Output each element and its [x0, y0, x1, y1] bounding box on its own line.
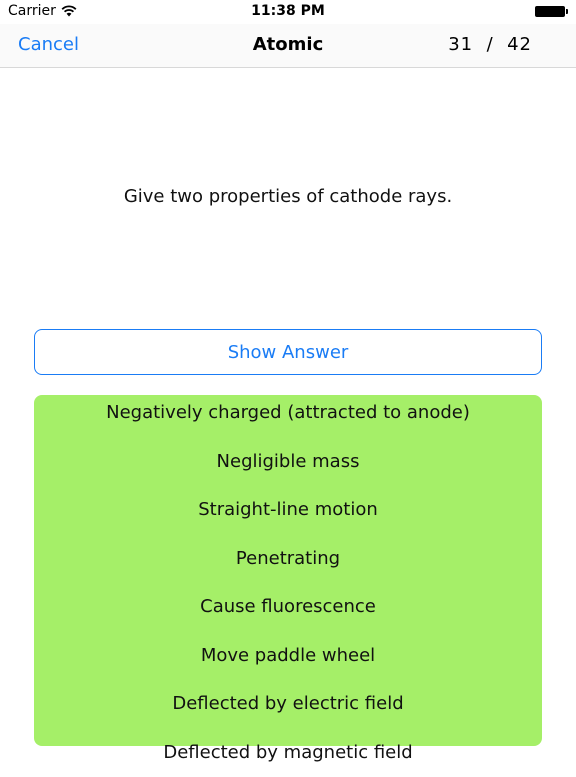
- answer-item: Cause fluorescence: [34, 583, 542, 632]
- answer-item: Penetrating: [34, 535, 542, 584]
- page-title: Atomic: [0, 34, 576, 55]
- answer-item: Negligible mass: [34, 438, 542, 487]
- status-bar: [0, 0, 576, 24]
- answer-item: Deflected by electric field: [34, 680, 542, 729]
- show-answer-button[interactable]: Show Answer: [34, 329, 542, 375]
- answer-list: [34, 389, 542, 777]
- answer-item: Straight-line motion: [34, 486, 542, 535]
- status-time: 11:38 PM: [0, 3, 576, 19]
- battery-tip: [566, 9, 568, 14]
- card-progress: 31 / 42: [448, 34, 532, 55]
- battery-icon: [535, 6, 568, 17]
- answer-item: Move paddle wheel: [34, 632, 542, 681]
- question-text: Give two properties of cathode rays.: [0, 186, 576, 207]
- answer-panel[interactable]: [34, 395, 542, 746]
- navigation-bar: [0, 24, 576, 68]
- cancel-button[interactable]: Cancel: [18, 34, 79, 55]
- battery-level: [535, 6, 565, 17]
- answer-item: Deflected by magnetic field: [34, 729, 542, 777]
- answer-item: Negatively charged (attracted to anode): [34, 389, 542, 438]
- carrier-label: Carrier: [8, 3, 56, 19]
